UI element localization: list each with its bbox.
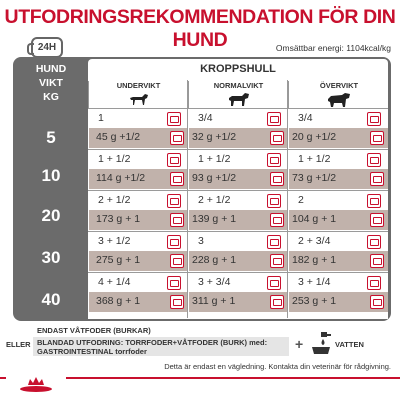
can-fraction: 2 + 1/2 <box>98 194 131 206</box>
can-icon <box>267 153 281 167</box>
weight-5: 5 <box>46 128 56 147</box>
can-icon <box>267 194 281 208</box>
weight-header-line1: HUND <box>35 63 67 75</box>
mixed-amount: 173 g + 1 <box>96 213 141 225</box>
body-condition-title: KROPPSHULL <box>200 63 276 75</box>
mixed-amount: 20 g +1/2 <box>292 131 337 143</box>
can-fraction: 1 <box>98 112 104 124</box>
can-fraction: 1 + 1/2 <box>198 153 231 165</box>
column-overweight <box>288 81 389 108</box>
can-fraction: 3 + 1/2 <box>98 235 131 247</box>
can-fraction: 2 + 3/4 <box>298 235 331 247</box>
can-icon <box>270 295 284 309</box>
can-fraction: 3/4 <box>198 112 213 124</box>
mixed-amount: 275 g + 1 <box>96 254 141 266</box>
can-icon <box>270 131 284 145</box>
can-icon <box>167 112 181 126</box>
can-icon <box>170 213 184 227</box>
row-divider <box>88 272 388 273</box>
column-divider <box>187 80 188 318</box>
weight-30: 30 <box>41 248 61 267</box>
legend-plus: + <box>295 336 304 352</box>
can-icon <box>270 172 284 186</box>
column-normalweight <box>188 81 288 108</box>
row-divider <box>88 231 388 232</box>
can-icon <box>267 235 281 249</box>
feeding-grid <box>88 79 388 319</box>
can-icon <box>367 153 381 167</box>
legend-water: VATTEN <box>335 340 364 349</box>
can-icon <box>370 254 384 268</box>
can-icon <box>167 235 181 249</box>
mixed-amount: 114 g +1/2 <box>96 172 146 184</box>
legend-or: ELLER <box>6 340 31 349</box>
dog-icon <box>128 92 150 106</box>
can-fraction: 3 <box>198 235 204 247</box>
water-bowl-icon <box>310 330 332 356</box>
can-icon <box>367 276 381 290</box>
mixed-amount: 368 g + 1 <box>96 295 141 307</box>
can-icon <box>167 276 181 290</box>
can-icon <box>167 153 181 167</box>
energy-info: Omsättbar energi: 1104kcal/kg <box>275 43 391 53</box>
mixed-amount: 93 g +1/2 <box>192 172 237 184</box>
legend-wet-only: ENDAST VÅTFODER (BURKAR) <box>37 326 151 335</box>
can-fraction: 1 + 1/2 <box>98 153 131 165</box>
can-icon <box>167 194 181 208</box>
can-icon <box>370 131 384 145</box>
can-fraction: 2 <box>298 194 304 206</box>
mixed-amount: 139 g + 1 <box>192 213 237 225</box>
column-divider <box>287 80 288 318</box>
can-icon <box>370 295 384 309</box>
can-icon <box>367 112 381 126</box>
can-icon <box>170 254 184 268</box>
can-icon <box>267 112 281 126</box>
can-icon <box>270 213 284 227</box>
mixed-amount: 73 g +1/2 <box>292 172 337 184</box>
royal-canin-logo <box>6 371 66 397</box>
mixed-amount: 104 g + 1 <box>292 213 337 225</box>
24h-badge: 24H <box>31 37 63 58</box>
page-title: UTFODRINGSREKOMMENDATION FÖR DIN HUND <box>4 6 396 51</box>
dog-icon <box>326 92 352 108</box>
can-icon <box>370 213 384 227</box>
weight-header-line2: VIKT <box>39 77 63 89</box>
column-label: ÖVERVIKT <box>319 81 359 90</box>
can-icon <box>170 295 184 309</box>
column-label: UNDERVIKT <box>116 81 161 90</box>
mixed-amount: 182 g + 1 <box>292 254 337 266</box>
header-divider <box>88 108 388 109</box>
weight-40: 40 <box>41 290 61 309</box>
weight-header <box>13 57 89 104</box>
can-icon <box>367 194 381 208</box>
weight-header-line3: KG <box>43 91 59 103</box>
can-fraction: 3 + 1/4 <box>298 276 331 288</box>
footnote: Detta är endast en vägledning. Kontakta din veterinär för rådgivning. <box>164 362 391 371</box>
can-icon <box>170 172 184 186</box>
mixed-amount: 32 g +1/2 <box>192 131 237 143</box>
can-fraction: 3 + 3/4 <box>198 276 231 288</box>
legend-mixed: BLANDAD UTFODRING: TORRFODER+VÅTFODER (BURK) med: GASTROINTESTINAL torrfoder <box>37 338 268 356</box>
column-label: NORMALVIKT <box>213 81 264 90</box>
weight-20: 20 <box>41 206 61 225</box>
can-fraction: 1 + 1/2 <box>298 153 331 165</box>
column-underweight <box>88 81 188 108</box>
weight-10: 10 <box>41 166 61 185</box>
row-divider <box>88 149 388 150</box>
mixed-amount: 311 g + 1 <box>192 295 236 307</box>
mixed-amount: 228 g + 1 <box>192 254 237 266</box>
can-icon <box>367 235 381 249</box>
dog-icon <box>227 92 251 107</box>
row-divider <box>88 190 388 191</box>
can-icon <box>170 131 184 145</box>
can-icon <box>370 172 384 186</box>
mixed-amount: 45 g +1/2 <box>96 131 141 143</box>
can-icon <box>267 276 281 290</box>
can-fraction: 4 + 1/4 <box>98 276 131 288</box>
can-icon <box>270 254 284 268</box>
can-fraction: 2 + 1/2 <box>198 194 231 206</box>
can-fraction: 3/4 <box>298 112 313 124</box>
mixed-amount: 253 g + 1 <box>292 295 337 307</box>
